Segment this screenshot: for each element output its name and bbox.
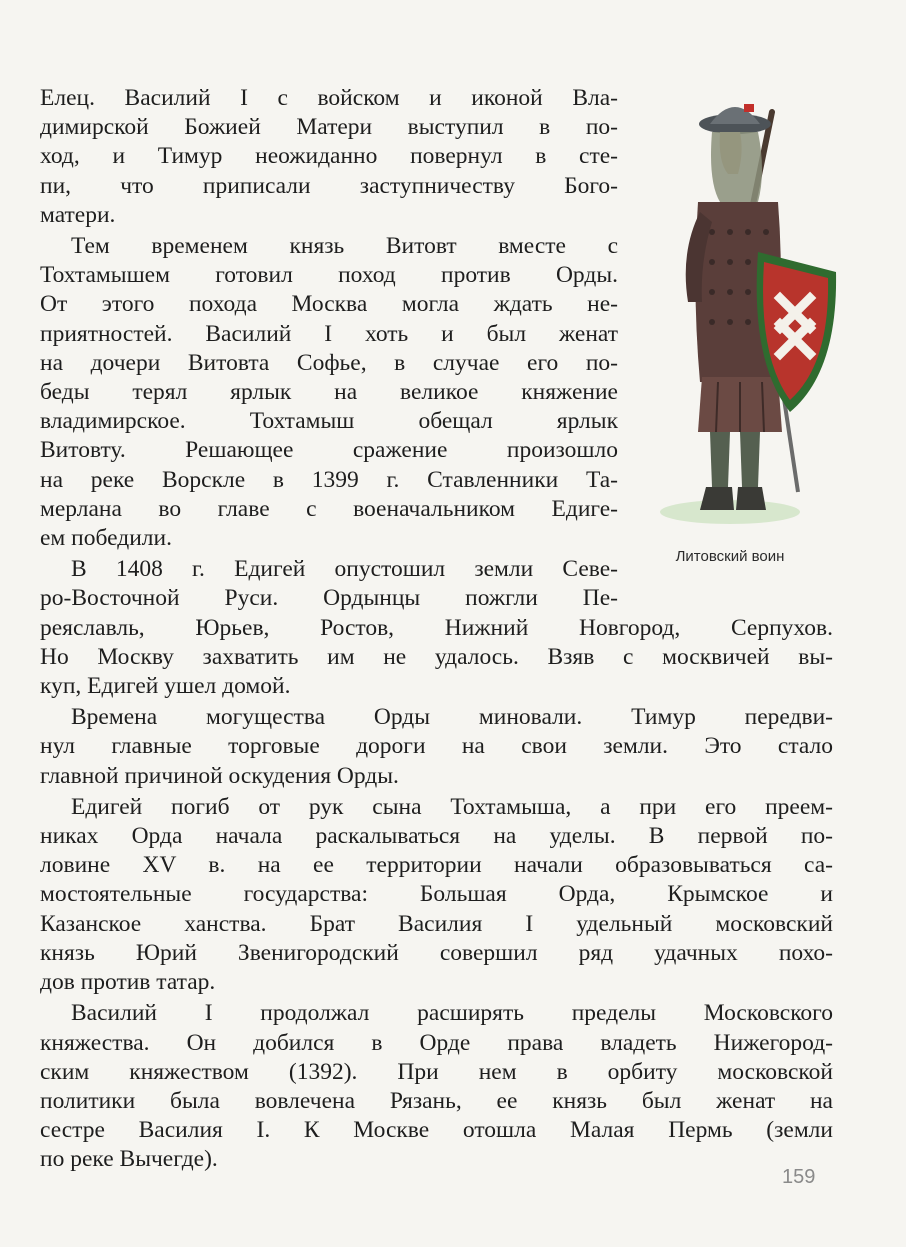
warrior-icon — [640, 92, 840, 542]
paragraph — [40, 555, 840, 701]
page-number: 159 — [782, 1166, 816, 1188]
text-line: Тохтамышем готовил поход против Орды. — [40, 262, 618, 289]
text-line: димирской Божией Матери выступил в по- — [40, 114, 618, 141]
text-line: Едигей погиб от рук сына Тохтамыша, а при его преем- — [71, 793, 833, 820]
text-line: ро-Восточной Руси. Ордынцы пожгли Пе- — [40, 585, 618, 612]
text-line: Елец. Василий I с войском и иконой Вла- — [40, 85, 618, 111]
text-line: Но Москву захватить им не удалось. Взяв с москвичей вы- — [40, 643, 833, 670]
text-line: по реке Вычегде). — [40, 1146, 218, 1173]
text-line: сестре Василия I. К Москве отошла Малая Пермь (земли — [40, 1117, 833, 1144]
text-line: главной причиной оскудения Орды. — [40, 762, 399, 789]
text-line: пи, что приписали заступничеству Бого- — [40, 172, 618, 199]
text-line: ем победили. — [40, 525, 172, 552]
text-line: Времена могущества Орды миновали. Тимур передви- — [71, 704, 833, 731]
text-line: куп, Едигей ушел домой. — [40, 673, 291, 700]
text-line: Витовту. Решающее сражение произошло — [40, 437, 618, 464]
text-line: на дочери Витовта Софье, в случае его по- — [40, 349, 618, 376]
text-line: ловине XV в. на ее территории начали образовываться са- — [40, 852, 833, 879]
text-line: мостоятельные государства: Большая Орда, Крымское и — [40, 881, 833, 908]
text-line: княжества. Он добился в Орде права владеть Нижегород- — [40, 1029, 833, 1056]
text-line: ским княжеством (1392). При нем в орбиту московской — [40, 1058, 833, 1085]
text-line: дов против татар. — [40, 969, 216, 996]
text-line: князь Юрий Звенигородский совершил ряд удачных похо- — [40, 939, 833, 966]
text-line: ход, и Тимур неожиданно повернул в сте- — [40, 143, 618, 170]
text-line: нул главные торговые дороги на свои земли. Это стало — [40, 733, 833, 760]
text-line: беды терял ярлык на великое княжение — [40, 379, 618, 406]
paragraph — [40, 703, 840, 791]
figure-caption: Литовский воин — [675, 548, 785, 565]
text-line: матери. — [40, 201, 116, 228]
text-line: Василий I продолжал расширять пределы Московского — [71, 1000, 833, 1027]
text-line: политики была вовлечена Рязань, ее князь был женат на — [40, 1087, 833, 1114]
text-line: В 1408 г. Едигей опустошил земли Севе- — [71, 556, 618, 583]
text-line: владимирское. Тохтамыш обещал ярлык — [40, 408, 618, 435]
text-line: Тем временем князь Витовт вместе с — [71, 233, 618, 260]
text-line: никах Орда начала раскалываться на уделы. В первой по- — [40, 823, 833, 850]
paragraph — [40, 999, 840, 1174]
text-line: на реке Ворскле в 1399 г. Ставленники Та- — [40, 466, 618, 493]
text-line: Казанское ханства. Брат Василия I удельный московский — [40, 910, 833, 937]
text-line: От этого похода Москва могла ждать не- — [40, 291, 618, 318]
lithuanian-warrior-illustration — [640, 92, 840, 542]
paragraph — [40, 793, 840, 997]
text-line: мерлана во главе с военачальником Едиге- — [40, 495, 618, 522]
text-line: реяславль, Юрьев, Ростов, Нижний Новгород, Серпухов. — [40, 614, 833, 641]
text-line: приятностей. Василий I хоть и был женат — [40, 320, 618, 347]
